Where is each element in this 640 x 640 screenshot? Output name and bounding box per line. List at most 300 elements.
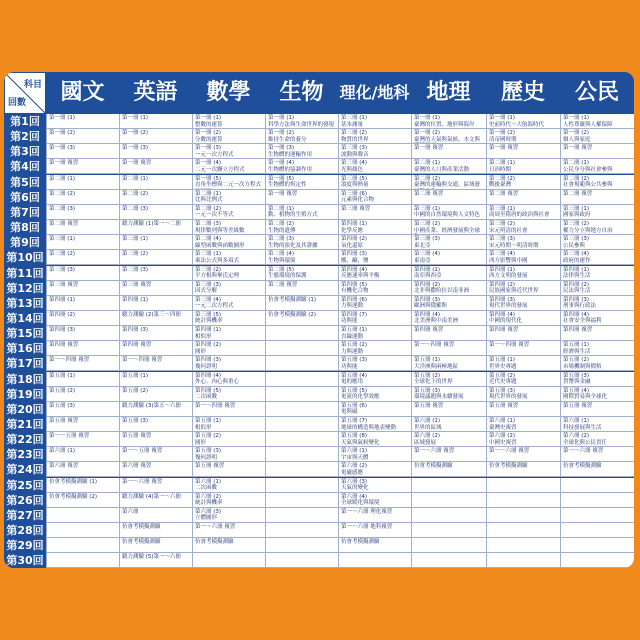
schedule-cell: 第一～五冊 複習 <box>46 432 119 447</box>
schedule-cell: 第一冊 (2) 個人與家庭 <box>560 129 634 144</box>
schedule-cell: 第二冊 複習 <box>46 220 119 235</box>
schedule-cell: 第二冊 複習 <box>486 190 560 205</box>
schedule-cell <box>265 356 338 371</box>
schedule-cell: 第一冊 (2) 清帝國時期 <box>486 129 560 144</box>
schedule-cell: 聽力測驗 (4)第一～六冊 <box>119 493 192 508</box>
schedule-cell: 第一～五冊 複習 <box>119 447 192 462</box>
schedule-cell: 第六冊 <box>119 508 192 523</box>
schedule-cell: 第三冊 (2) <box>119 250 192 265</box>
schedule-cell: 第五冊 (1) 經濟與生活 <box>560 341 634 356</box>
schedule-cell: 第四冊 複習 <box>46 341 119 356</box>
schedule-cell: 第四冊 (3) 刑事與行政法 <box>560 296 634 311</box>
schedule-cell: 第五冊 (4) 國際貿易與全球化 <box>560 387 634 402</box>
schedule-cell: 第四冊 (1) 南亞與西亞 <box>411 266 486 281</box>
schedule-cell: 第四冊 複習 <box>486 326 560 341</box>
schedule-cell <box>560 508 634 523</box>
schedule-cell: 第三冊 (2) <box>46 250 119 265</box>
round-row <box>4 447 634 462</box>
round-label: 第27回 <box>4 508 46 523</box>
schedule-cell: 第二冊 (4) 生物與環境 <box>265 250 338 265</box>
schedule-cell: 第五冊 (2) 近代史專題 <box>486 372 560 387</box>
schedule-cell: 第二冊 (2) <box>119 190 192 205</box>
schedule-cell: 第三冊 (4) 東南亞 <box>411 250 486 265</box>
schedule-cell: 第四冊 (2) 北非與撒哈拉以南非洲 <box>411 281 486 296</box>
round-label: 第13回 <box>4 296 46 311</box>
schedule-cell: 第一冊 (1) 科學方法與生命世界的發現 <box>265 114 338 129</box>
subject-chinese: 國文 <box>60 80 105 105</box>
schedule-cell: 第三冊 (2) 物質的世界 <box>338 129 411 144</box>
schedule-cell <box>265 523 338 538</box>
schedule-cell: 第四冊 (2) 民族國家與近代世界 <box>486 281 560 296</box>
schedule-cell: 第一～六冊 複習 <box>560 447 634 462</box>
round-row <box>4 190 634 205</box>
schedule-cell: 第五冊 (3) 貨幣與金融 <box>560 372 634 387</box>
corner-round-label: 回數 <box>8 98 27 108</box>
schedule-cell: 第三冊 複習 <box>46 281 119 296</box>
round-row <box>4 387 634 402</box>
round-label: 第1回 <box>4 114 46 129</box>
round-row <box>4 493 634 508</box>
schedule-cell: 第五冊 (1) <box>46 372 119 387</box>
subject-biology: 生物 <box>279 80 324 105</box>
schedule-cell: 第三冊 (1) 商周至隋唐的政治與社會 <box>486 205 560 220</box>
schedule-cell: 第三冊 (4) 光與顏色 <box>338 159 411 174</box>
round-row <box>4 341 634 356</box>
orange-bottom-band <box>0 570 640 640</box>
schedule-cell: 第六冊 (1) 宇宙與天體 <box>338 447 411 462</box>
round-label: 第3回 <box>4 144 46 159</box>
subject-geography: 地理 <box>426 80 471 105</box>
schedule-cell <box>265 432 338 447</box>
schedule-cell: 第四冊 (3) 歐洲與俄羅斯 <box>411 296 486 311</box>
round-row <box>4 372 634 387</box>
schedule-cell: 第一冊 (1) 臺灣的位置、地形與海岸 <box>411 114 486 129</box>
schedule-cell: 仿會考模擬測驗 (2) <box>46 493 119 508</box>
schedule-cell <box>265 372 338 387</box>
schedule-cell: 第三冊 (3) <box>119 266 192 281</box>
schedule-cell <box>338 553 411 568</box>
round-row <box>4 144 634 159</box>
round-label: 第19回 <box>4 387 46 402</box>
schedule-cell: 第一冊 複習 <box>560 144 634 159</box>
schedule-cell: 聽力測驗 (1)第一～二冊 <box>119 220 192 235</box>
schedule-cell: 第四冊 複習 <box>560 326 634 341</box>
schedule-cell: 第一～六冊 複習 <box>119 478 192 493</box>
schedule-cell: 第五冊 複習 <box>192 462 265 477</box>
round-label: 第14回 <box>4 311 46 326</box>
round-row <box>4 523 634 538</box>
schedule-cell: 第四冊 (1) 法律與生活 <box>560 266 634 281</box>
schedule-cell: 第四冊 (6) 力與運動 <box>338 296 411 311</box>
schedule-cell: 第三冊 (3) 宋元時期～明清時期 <box>486 235 560 250</box>
schedule-cell: 第三冊 (5) 溫度與熱量 <box>338 175 411 190</box>
schedule-cell: 第六冊 (2) 全球化與公民責任 <box>560 432 634 447</box>
schedule-cell: 第二冊 (1) 公民身分與社會參與 <box>560 159 634 174</box>
schedule-cell: 第三冊 (3) 因式分解 <box>192 281 265 296</box>
schedule-cell: 第一～六冊 地科複習 <box>338 523 411 538</box>
schedule-cell: 聽力測驗 (3)第五～六冊 <box>119 402 192 417</box>
schedule-cell: 第四冊 (3) 現代世界的發展 <box>486 296 560 311</box>
schedule-cell: 第五冊 (3) 現代世界的發展 <box>486 387 560 402</box>
round-row <box>4 296 634 311</box>
schedule-cell: 仿會考模擬測驗 (1) <box>265 296 338 311</box>
round-row <box>4 311 634 326</box>
round-row <box>4 235 634 250</box>
schedule-cell: 聽力測驗 (2)第三～四冊 <box>119 311 192 326</box>
round-row <box>4 326 634 341</box>
schedule-cell: 第五冊 (1) 世界史專題 <box>486 356 560 371</box>
schedule-cell: 第四冊 (5) 有機化合物 <box>338 281 411 296</box>
schedule-cell <box>265 326 338 341</box>
schedule-cell <box>46 553 119 568</box>
schedule-cell: 第四冊 (4) 外心、內心與重心 <box>192 372 265 387</box>
schedule-cell: 第五冊 (6) 電與磁 <box>338 402 411 417</box>
schedule-cell: 第五冊 (5) 電流的化學效應 <box>338 387 411 402</box>
schedule-cell <box>411 523 486 538</box>
subject-header-row <box>4 72 634 114</box>
schedule-cell <box>411 493 486 508</box>
schedule-cell <box>265 462 338 477</box>
round-label: 第17回 <box>4 356 46 371</box>
schedule-cell: 第五冊 複習 <box>486 402 560 417</box>
schedule-cell: 第三冊 (5) 統計與機率 <box>192 311 265 326</box>
schedule-cell: 第三冊 (4) 一元二次方程式 <box>192 296 265 311</box>
schedule-cell: 第六冊 (3) 立體圖形 <box>192 508 265 523</box>
schedule-cell: 第三冊 (1) 基本測量 <box>338 114 411 129</box>
subject-civics: 公民 <box>574 80 619 105</box>
schedule-cell: 第一冊 (5) 生物體的恆定性 <box>265 175 338 190</box>
schedule-cell: 第六冊 複習 <box>119 462 192 477</box>
schedule-cell: 第四冊 (2) <box>46 311 119 326</box>
schedule-cell <box>265 417 338 432</box>
round-label: 第28回 <box>4 523 46 538</box>
schedule-cell: 第一冊 複習 <box>486 144 560 159</box>
schedule-cell <box>560 523 634 538</box>
schedule-cell: 第五冊 (2) 力與運動 <box>338 341 411 356</box>
subject-english: 英語 <box>133 80 178 105</box>
schedule-cell: 第四冊 (1) <box>46 296 119 311</box>
schedule-cell: 第一～四冊 複習 <box>486 341 560 356</box>
schedule-cell: 第五冊 (8) 天氣與氣候變化 <box>338 432 411 447</box>
schedule-cell: 第五冊 複習 <box>119 432 192 447</box>
schedule-cell: 第五冊 (1) 相似形 <box>192 417 265 432</box>
schedule-cell <box>265 553 338 568</box>
round-label: 第5回 <box>4 175 46 190</box>
schedule-cell: 第四冊 (4) 反應速率與平衡 <box>338 266 411 281</box>
schedule-cell: 第三冊 (2) 平方根與畢氏定理 <box>192 266 265 281</box>
round-label: 第21回 <box>4 417 46 432</box>
schedule-cell: 仿會考模擬測驗 <box>192 538 265 553</box>
round-label: 第12回 <box>4 281 46 296</box>
schedule-cell: 第六冊 (2) 統計與機率 <box>192 493 265 508</box>
schedule-cell: 第六冊 (1) <box>46 447 119 462</box>
schedule-cell: 第二冊 (1) <box>119 175 192 190</box>
round-label: 第16回 <box>4 341 46 356</box>
schedule-cell: 第一冊 (1) 整數的運算 <box>192 114 265 129</box>
schedule-cell: 第二冊 (2) 臺灣的運輸與交通、區域發 <box>411 175 486 190</box>
round-row <box>4 417 634 432</box>
subject-math: 數學 <box>206 80 251 105</box>
schedule-cell: 第一～六冊 複習 <box>411 447 486 462</box>
schedule-cell: 第二冊 (2) 一元一次不等式 <box>192 205 265 220</box>
schedule-cell: 第五冊 複習 <box>560 402 634 417</box>
schedule-cell: 第六冊 (2) 電磁感應 <box>338 462 411 477</box>
schedule-cell: 第五冊 (7) 地球的構造與地表變動 <box>338 417 411 432</box>
round-label: 第29回 <box>4 538 46 553</box>
schedule-cell: 第一～四冊 複習 <box>192 402 265 417</box>
round-row <box>4 129 634 144</box>
subject-physics-earth: 理化/地科 <box>339 83 410 102</box>
schedule-cell: 第二冊 複習 <box>411 190 486 205</box>
schedule-cell: 第二冊 (3) <box>46 205 119 220</box>
round-row <box>4 250 634 265</box>
schedule-cell: 仿會考模擬測驗 (1) <box>46 478 119 493</box>
schedule-cell: 第一～六冊 複習 <box>486 447 560 462</box>
schedule-cell: 第一冊 (2) <box>46 129 119 144</box>
schedule-cell: 第一～四冊 複習 <box>411 341 486 356</box>
schedule-cell: 第六冊 (1) 二次函數 <box>192 478 265 493</box>
schedule-cell: 第一～四冊 複習 <box>46 356 119 371</box>
round-label: 第25回 <box>4 478 46 493</box>
schedule-cell: 第四冊 (4) 中國的現代化 <box>486 311 560 326</box>
schedule-cell <box>265 493 338 508</box>
schedule-cell: 第三冊 (1) 中國的自然環境與人文特色 <box>411 205 486 220</box>
schedule-cell: 第三冊 複習 <box>338 205 411 220</box>
schedule-cell: 仿會考模擬測驗 <box>486 462 560 477</box>
schedule-cell <box>486 523 560 538</box>
schedule-cell: 第一冊 (2) <box>119 129 192 144</box>
schedule-cell: 第一～六冊 理化複習 <box>338 508 411 523</box>
round-label: 第10回 <box>4 250 46 265</box>
round-row <box>4 478 634 493</box>
schedule-cell: 第二冊 (3) 生物的演化及其證據 <box>265 235 338 250</box>
schedule-cell: 第三冊 複習 <box>119 281 192 296</box>
schedule-cell: 仿會考模擬測驗 <box>119 523 192 538</box>
schedule-cell <box>265 341 338 356</box>
schedule-cell: 第二冊 (4) 線型函數與函數圖形 <box>192 235 265 250</box>
schedule-cell: 第二冊 (1) 日治時期 <box>486 159 560 174</box>
schedule-cell: 第六冊 (1) 世界的區域 <box>411 417 486 432</box>
schedule-cell: 第一冊 (1) 人性尊嚴與人權保障 <box>560 114 634 129</box>
schedule-cell <box>265 387 338 402</box>
round-label: 第15回 <box>4 326 46 341</box>
schedule-cell: 第五冊 (2) 圓形 <box>192 432 265 447</box>
schedule-cell: 第二冊 (2) 生物的遺傳 <box>265 220 338 235</box>
round-row <box>4 553 634 568</box>
round-row <box>4 159 634 174</box>
round-row <box>4 508 634 523</box>
schedule-cell: 第一冊 (2) 臺灣的天氣與氣候、水文與 <box>411 129 486 144</box>
corner-cell <box>4 72 46 114</box>
schedule-cell: 第三冊 (4) 西方影響與中國 <box>486 250 560 265</box>
schedule-cell: 第五冊 (2) 市場機制與價格 <box>560 356 634 371</box>
schedule-cell <box>411 553 486 568</box>
schedule-cell: 第二冊 (5) 生態環境的保護 <box>265 266 338 281</box>
schedule-cell: 第四冊 (3) 幾何證明 <box>192 356 265 371</box>
round-row <box>4 205 634 220</box>
schedule-cell: 第五冊 (4) 電的應用 <box>338 372 411 387</box>
schedule-cell: 第五冊 (1) <box>119 372 192 387</box>
schedule-cell: 第三冊 (4) 政府的運作 <box>560 250 634 265</box>
schedule-cell: 第四冊 (3) <box>119 326 192 341</box>
schedule-cell: 第四冊 (4) 北美洲與中南美洲 <box>411 311 486 326</box>
corner-subject-label: 科目 <box>23 80 42 90</box>
schedule-cell: 第五冊 (2) 全球化下的世界 <box>411 372 486 387</box>
schedule-cell: 第三冊 (3) 波動與聲音 <box>338 144 411 159</box>
schedule-cell: 第一冊 (1) 史前時代～大航海時代 <box>486 114 560 129</box>
round-row <box>4 266 634 281</box>
schedule-cell <box>265 508 338 523</box>
round-label: 第2回 <box>4 129 46 144</box>
round-row <box>4 538 634 553</box>
schedule-cell: 第六冊 (2) 中國史複習 <box>486 432 560 447</box>
schedule-cell: 第一冊 (2) 分數的運算 <box>192 129 265 144</box>
schedule-cell: 第一～六冊 複習 <box>192 523 265 538</box>
schedule-cell: 第一冊 複習 <box>46 159 119 174</box>
schedule-cell <box>560 538 634 553</box>
schedule-cell: 第五冊 (3) <box>119 417 192 432</box>
schedule-cell: 第二冊 (1) 臺灣的人口與產業活動 <box>411 159 486 174</box>
schedule-cell: 第五冊 (1) 直線運動 <box>338 326 411 341</box>
schedule-cell: 第五冊 複習 <box>46 417 119 432</box>
round-row <box>4 281 634 296</box>
schedule-cell: 第一冊 (4) 生物體的協調作用 <box>265 159 338 174</box>
schedule-cell: 第一冊 (5) 直角坐標與二元一次方程式 <box>192 175 265 190</box>
schedule-cell <box>486 493 560 508</box>
schedule-cell <box>486 478 560 493</box>
schedule-cell: 仿會考模擬測驗 <box>560 462 634 477</box>
schedule-cell <box>560 553 634 568</box>
schedule-cell: 第三冊 (1) <box>119 235 192 250</box>
schedule-cell: 第四冊 (1) 相似形 <box>192 326 265 341</box>
schedule-cell: 第四冊 (2) 圓形 <box>192 341 265 356</box>
schedule-cell: 第一冊 複習 <box>119 159 192 174</box>
schedule-cell: 第三冊 (2) 宋元明清的社會 <box>486 220 560 235</box>
schedule-cell: 第一冊 (3) <box>119 144 192 159</box>
schedule-cell: 第二冊 (2) 社會規範與公共參與 <box>560 175 634 190</box>
schedule-cell: 第三冊 (3) <box>46 266 119 281</box>
schedule-cell: 第一冊 (3) 一元一次方程式 <box>192 144 265 159</box>
round-label: 第4回 <box>4 159 46 174</box>
round-label: 第18回 <box>4 372 46 387</box>
schedule-cell: 第四冊 (1) 化學反應 <box>338 220 411 235</box>
schedule-panel <box>4 72 634 568</box>
schedule-cell: 第一冊 複習 <box>411 144 486 159</box>
schedule-cell: 第五冊 (2) <box>46 387 119 402</box>
schedule-cell: 第四冊 (4) 社會安全與福利 <box>560 311 634 326</box>
schedule-cell: 第三冊 (1) <box>46 235 119 250</box>
schedule-cell: 第三冊 (6) 元素與化合物 <box>338 190 411 205</box>
schedule-cell: 第四冊 (2) 民法與生活 <box>560 281 634 296</box>
round-label: 第9回 <box>4 235 46 250</box>
schedule-cell <box>46 538 119 553</box>
schedule-cell: 第三冊 (3) 東北亞 <box>411 235 486 250</box>
schedule-cell <box>411 478 486 493</box>
schedule-cell: 第四冊 (1) <box>119 296 192 311</box>
schedule-cell: 聽力測驗 (5)第一～六冊 <box>119 553 192 568</box>
schedule-cell: 第一冊 (1) <box>119 114 192 129</box>
schedule-cell <box>486 553 560 568</box>
schedule-cell <box>560 478 634 493</box>
schedule-cell: 第四冊 (1) 西方文明的發展 <box>486 266 560 281</box>
schedule-cell <box>411 538 486 553</box>
round-label: 第6回 <box>4 190 46 205</box>
schedule-cell: 第一冊 (2) 維持生命的養分 <box>265 129 338 144</box>
schedule-cell: 第五冊 (2) <box>119 387 192 402</box>
schedule-cell: 第四冊 (5) 二次函數 <box>192 387 265 402</box>
schedule-cell <box>411 508 486 523</box>
round-label: 第11回 <box>4 266 46 281</box>
round-label: 第8回 <box>4 220 46 235</box>
schedule-cell <box>46 523 119 538</box>
schedule-cell: 第一冊 (1) <box>46 114 119 129</box>
schedule-cell: 第六冊 複習 <box>46 462 119 477</box>
schedule-cell: 第三冊 (3) 公民參與 <box>560 235 634 250</box>
schedule-cell: 第六冊 (1) 科技發展與生活 <box>560 417 634 432</box>
schedule-cell: 第六冊 (2) 區域發展 <box>411 432 486 447</box>
schedule-cell: 第五冊 (3) 環境議題與永續發展 <box>411 387 486 402</box>
schedule-cell: 第二冊 複習 <box>265 281 338 296</box>
round-row <box>4 175 634 190</box>
schedule-cell: 第三冊 (1) 乘法公式與多項式 <box>192 250 265 265</box>
schedule-cell: 第四冊 複習 <box>119 341 192 356</box>
schedule-cell: 第六冊 (1) 臺灣史複習 <box>486 417 560 432</box>
round-row <box>4 114 634 129</box>
schedule-cell <box>560 493 634 508</box>
schedule-cell: 第二冊 (2) 戰後臺灣 <box>486 175 560 190</box>
schedule-cell: 第六冊 (4) 全球暖化與環境 <box>338 493 411 508</box>
schedule-cell: 第三冊 (2) 中國產業、經濟發展與全球 <box>411 220 486 235</box>
schedule-cell: 第二冊 (2) <box>46 190 119 205</box>
schedule-cell <box>265 447 338 462</box>
schedule-cell: 第一冊 (4) 二元一次聯立方程式 <box>192 159 265 174</box>
round-label: 第23回 <box>4 447 46 462</box>
round-row <box>4 220 634 235</box>
subject-history: 歷史 <box>500 80 545 105</box>
schedule-cell <box>486 538 560 553</box>
schedule-cell: 第五冊 (1) 大洋洲與兩極地區 <box>411 356 486 371</box>
schedule-cell: 仿會考模擬測驗 <box>411 462 486 477</box>
round-row <box>4 402 634 417</box>
round-row <box>4 432 634 447</box>
schedule-cell: 仿會考模擬測驗 <box>338 538 411 553</box>
round-label: 第30回 <box>4 553 46 568</box>
schedule-cell: 第五冊 (3) 幾何證明 <box>192 447 265 462</box>
schedule-cell <box>265 402 338 417</box>
schedule-cell: 第二冊 (1) 動、植物的生殖方式 <box>265 205 338 220</box>
schedule-cell <box>46 508 119 523</box>
schedule-cell: 第一冊 複習 <box>265 190 338 205</box>
round-row <box>4 462 634 477</box>
schedule-cell: 第六冊 (3) 天氣的變化 <box>338 478 411 493</box>
schedule-cell <box>486 508 560 523</box>
schedule-cell: 第三冊 (2) 權力分立與地方自治 <box>560 220 634 235</box>
round-label: 第22回 <box>4 432 46 447</box>
schedule-cell: 第二冊 (3) <box>119 205 192 220</box>
schedule-cell: 第四冊 (3) <box>46 326 119 341</box>
schedule-cell: 第四冊 複習 <box>411 326 486 341</box>
schedule-cell: 第一～四冊 複習 <box>119 356 192 371</box>
schedule-cell: 第三冊 (1) 國家與政府 <box>560 205 634 220</box>
schedule-cell: 第五冊 (3) <box>46 402 119 417</box>
schedule-cell <box>265 538 338 553</box>
schedule-cell: 第四冊 (2) 氧化還原 <box>338 235 411 250</box>
round-label: 第26回 <box>4 493 46 508</box>
schedule-cell: 第二冊 (1) 比與比例式 <box>192 190 265 205</box>
schedule-cell <box>265 478 338 493</box>
round-label: 第20回 <box>4 402 46 417</box>
schedule-cell: 第一冊 (3) <box>46 144 119 159</box>
